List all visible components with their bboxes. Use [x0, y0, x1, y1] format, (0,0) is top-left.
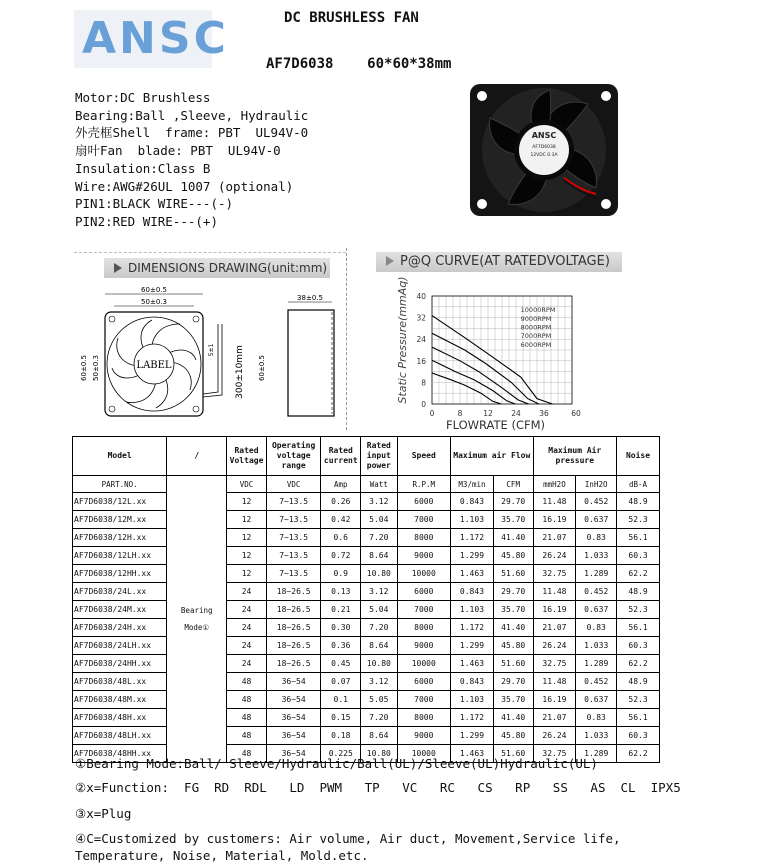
table-row [73, 583, 660, 601]
table-cell: 18~26.5 [266, 583, 321, 601]
part-number-cell: AF7D6038/48L.xx [73, 673, 167, 691]
table-cell: 16.19 [533, 511, 576, 529]
part-number-cell: AF7D6038/12LH.xx [73, 547, 167, 565]
section-divider [74, 252, 346, 253]
pq-y-tick: 32 [416, 313, 426, 323]
table-cell: 52.3 [617, 691, 660, 709]
table-cell: 45.80 [493, 637, 533, 655]
table-cell: 0.13 [321, 583, 361, 601]
table-cell: 0.21 [321, 601, 361, 619]
part-number-cell: AF7D6038/48LH.xx [73, 727, 167, 745]
table-cell: 0.07 [321, 673, 361, 691]
table-cell: 48 [227, 727, 267, 745]
header-voltage-range: Operating voltage range [266, 437, 321, 476]
photo-voltage: 12VDC 0.3A [530, 153, 558, 158]
table-row [73, 529, 660, 547]
table-cell: 26.24 [533, 637, 576, 655]
spec-blade: 扇叶Fan blade: PBT UL94V-0 [75, 143, 281, 159]
table-row [73, 511, 660, 529]
table-cell: 3.12 [361, 673, 397, 691]
table-cell: 9000 [397, 637, 451, 655]
spec-bearing: Bearing:Ball ,Sleeve, Hydraulic [75, 107, 309, 123]
table-cell: 1.463 [451, 745, 494, 763]
part-number-cell: AF7D6038/48HH.xx [73, 745, 167, 763]
part-number-cell: AF7D6038/24H.xx [73, 619, 167, 637]
header-model: Model [73, 437, 167, 476]
table-cell: 10000 [397, 745, 451, 763]
unit-cell: VDC [266, 476, 321, 493]
table-row [73, 493, 660, 511]
table-cell: 0.1 [321, 691, 361, 709]
model-line [266, 56, 451, 72]
table-cell: 1.033 [576, 637, 617, 655]
spec-table [72, 436, 660, 763]
part-number-cell: AF7D6038/12L.xx [73, 493, 167, 511]
table-cell: 0.83 [576, 619, 617, 637]
table-cell: 24 [227, 655, 267, 673]
pq-tick-labels [416, 292, 581, 418]
table-cell: 6000 [397, 673, 451, 691]
table-cell: 51.60 [493, 655, 533, 673]
table-cell: 0.18 [321, 727, 361, 745]
part-number-cell: AF7D6038/24HH.xx [73, 655, 167, 673]
spec-list [75, 89, 308, 231]
table-cell: 0.452 [576, 673, 617, 691]
table-cell: 52.3 [617, 601, 660, 619]
photo-brand: ANSC [531, 131, 557, 140]
table-cell: 0.6 [321, 529, 361, 547]
pq-series-label: 10000RPM [520, 306, 556, 315]
table-cell: 41.40 [493, 619, 533, 637]
dim-hole: 5±1 [208, 343, 215, 357]
table-cell: 0.843 [451, 583, 494, 601]
header-air-flow: Maximum air Flow [451, 437, 533, 476]
table-cell: 56.1 [617, 709, 660, 727]
part-number-cell: AF7D6038/48M.xx [73, 691, 167, 709]
table-cell: 48 [227, 673, 267, 691]
table-cell: 35.70 [493, 691, 533, 709]
table-cell: 3.12 [361, 493, 397, 511]
table-cell: 36~54 [266, 745, 321, 763]
dim-width-50: 50±0.3 [141, 298, 167, 306]
table-cell: 1.299 [451, 547, 494, 565]
pq-heading [376, 252, 622, 272]
pq-x-tick: 60 [571, 409, 581, 418]
table-cell: 62.2 [617, 655, 660, 673]
table-cell: 52.3 [617, 511, 660, 529]
table-row [73, 655, 660, 673]
pq-series-label: 9000RPM [520, 314, 552, 323]
table-cell: 16.19 [533, 601, 576, 619]
table-cell: 45.80 [493, 547, 533, 565]
part-number-cell: AF7D6038/48H.xx [73, 709, 167, 727]
table-row [73, 691, 660, 709]
table-cell: 26.24 [533, 727, 576, 745]
table-cell: 41.40 [493, 709, 533, 727]
unit-cell: Watt [361, 476, 397, 493]
note-function: ②x=Function: FG RD RDL LD PWM TP VC RC CS RP SS AS CL IPX5 [75, 780, 681, 795]
table-cell: 10000 [397, 565, 451, 583]
table-header-row [73, 437, 660, 476]
header-speed: Speed [397, 437, 451, 476]
part-number-cell: AF7D6038/12M.xx [73, 511, 167, 529]
table-cell: 16.19 [533, 691, 576, 709]
table-cell: 0.225 [321, 745, 361, 763]
spec-insulation: Insulation:Class B [75, 160, 211, 176]
table-cell: 0.83 [576, 529, 617, 547]
table-cell: 56.1 [617, 619, 660, 637]
part-number-cell: AF7D6038/12H.xx [73, 529, 167, 547]
triangle-icon [386, 256, 394, 266]
note-customized-cont: Temperature, Noise, Material, Mold.etc. [75, 848, 369, 863]
unit-cell: M3/min [451, 476, 494, 493]
spec-wire: Wire:AWG#26UL 1007 (optional) [75, 178, 294, 194]
unit-cell: R.P.M [397, 476, 451, 493]
pq-x-axis-label: FLOWRATE (CFM) [446, 418, 546, 432]
table-cell: 12 [227, 565, 267, 583]
pq-x-tick: 8 [457, 409, 463, 418]
table-row [73, 547, 660, 565]
header-input-power: Rated input power [361, 437, 397, 476]
table-cell: 7000 [397, 691, 451, 709]
table-cell: 1.289 [576, 655, 617, 673]
table-cell: 3.12 [361, 583, 397, 601]
table-cell: 0.45 [321, 655, 361, 673]
note-bearing-mode: ①Bearing Mode:Ball/ Sleeve/Hydraulic/Ball(UL)/Sleeve(UL)Hydraulic(UL) [75, 756, 598, 771]
pq-y-tick: 24 [416, 335, 426, 345]
table-cell: 12 [227, 493, 267, 511]
unit-cell: Amp [321, 476, 361, 493]
table-cell: 24 [227, 619, 267, 637]
table-cell: 10.80 [361, 745, 397, 763]
table-cell: 48 [227, 691, 267, 709]
table-cell: 5.05 [361, 691, 397, 709]
table-cell: 29.70 [493, 673, 533, 691]
table-cell: 18~26.5 [266, 619, 321, 637]
model-number: AF7D6038 [266, 56, 334, 72]
dimensions-drawing [76, 284, 338, 432]
table-cell: 1.463 [451, 565, 494, 583]
photo-model: AF7D6038 [532, 145, 556, 150]
table-cell: 5.04 [361, 601, 397, 619]
header-air-pressure: Maximum Air pressure [533, 437, 617, 476]
pq-series-label: 8000RPM [520, 323, 552, 332]
table-cell: 24 [227, 583, 267, 601]
dim-depth-38: 38±0.5 [297, 294, 323, 302]
table-cell: 48.9 [617, 583, 660, 601]
header-rated-current: Rated current [321, 437, 361, 476]
table-cell: 32.75 [533, 565, 576, 583]
table-cell: 0.452 [576, 493, 617, 511]
table-cell: 7.20 [361, 709, 397, 727]
label-text: LABEL [136, 360, 172, 371]
model-size: 60*60*38mm [367, 56, 452, 72]
table-cell: 11.48 [533, 493, 576, 511]
table-cell: 41.40 [493, 529, 533, 547]
table-cell: 5.04 [361, 511, 397, 529]
table-row [73, 565, 660, 583]
table-cell: 6000 [397, 493, 451, 511]
table-cell: 0.42 [321, 511, 361, 529]
table-cell: 48.9 [617, 673, 660, 691]
part-number-cell: AF7D6038/24L.xx [73, 583, 167, 601]
pq-y-tick: 16 [416, 356, 426, 366]
part-number-cell: AF7D6038/24M.xx [73, 601, 167, 619]
table-cell: 36~54 [266, 709, 321, 727]
table-cell: 1.463 [451, 655, 494, 673]
table-cell: 0.26 [321, 493, 361, 511]
table-cell: 0.637 [576, 691, 617, 709]
dimensions-heading [104, 258, 330, 278]
bearing-mode-cell: Bearing Mode① [167, 476, 227, 763]
page-title: DC BRUSHLESS FAN [284, 10, 419, 26]
table-cell: 21.07 [533, 619, 576, 637]
table-cell: 24 [227, 601, 267, 619]
table-cell: 1.172 [451, 529, 494, 547]
table-cell: 32.75 [533, 655, 576, 673]
table-cell: 35.70 [493, 601, 533, 619]
table-cell: 9000 [397, 547, 451, 565]
triangle-icon [114, 263, 122, 273]
unit-cell: mmH2O [533, 476, 576, 493]
spec-pin2: PIN2:RED WIRE---(+) [75, 213, 218, 229]
table-cell: 18~26.5 [266, 601, 321, 619]
spec-pin1: PIN1:BLACK WIRE---(-) [75, 196, 234, 212]
header-rated-voltage: Rated Voltage [227, 437, 267, 476]
table-cell: 45.80 [493, 727, 533, 745]
table-cell: 8000 [397, 529, 451, 547]
table-cell: 32.75 [533, 745, 576, 763]
table-cell: 8.64 [361, 637, 397, 655]
table-cell: 26.24 [533, 547, 576, 565]
table-cell: 0.452 [576, 583, 617, 601]
table-row [73, 637, 660, 655]
table-cell: 10.80 [361, 565, 397, 583]
table-cell: 0.15 [321, 709, 361, 727]
table-cell: 7.20 [361, 619, 397, 637]
dimensions-heading-text: DIMENSIONS DRAWING(unit:mm) [128, 261, 328, 275]
dim-wire-length: 300±10mm [235, 345, 245, 399]
table-cell: 10.80 [361, 655, 397, 673]
logo-text: ANSC [82, 13, 229, 64]
table-cell: 24 [227, 637, 267, 655]
table-cell: 1.299 [451, 637, 494, 655]
table-cell: 1.033 [576, 547, 617, 565]
table-cell: 18~26.5 [266, 637, 321, 655]
table-cell: 1.103 [451, 601, 494, 619]
table-cell: 7~13.5 [266, 529, 321, 547]
table-cell: 48.9 [617, 493, 660, 511]
table-cell: 62.2 [617, 745, 660, 763]
table-row [73, 673, 660, 691]
table-row [73, 709, 660, 727]
table-cell: 8000 [397, 709, 451, 727]
spec-motor: Motor:DC Brushless [75, 90, 211, 105]
table-cell: 8.64 [361, 727, 397, 745]
table-cell: 7~13.5 [266, 493, 321, 511]
brand-logo [74, 10, 229, 68]
unit-cell: dB-A [617, 476, 660, 493]
table-cell: 6000 [397, 583, 451, 601]
part-number-cell: AF7D6038/24LH.xx [73, 637, 167, 655]
unit-cell: VDC [227, 476, 267, 493]
table-cell: 11.48 [533, 673, 576, 691]
table-cell: 0.36 [321, 637, 361, 655]
table-cell: 0.30 [321, 619, 361, 637]
table-units-row [73, 476, 660, 493]
table-cell: 1.289 [576, 745, 617, 763]
pq-curve-chart [350, 276, 610, 434]
table-cell: 21.07 [533, 529, 576, 547]
table-row [73, 727, 660, 745]
table-cell: 29.70 [493, 583, 533, 601]
table-cell: 0.637 [576, 511, 617, 529]
pq-y-tick: 0 [421, 400, 426, 409]
table-cell: 18~26.5 [266, 655, 321, 673]
table-cell: 12 [227, 511, 267, 529]
table-cell: 60.3 [617, 547, 660, 565]
table-cell: 51.60 [493, 745, 533, 763]
pq-x-tick: 24 [511, 409, 521, 418]
header-noise: Noise [617, 437, 660, 476]
table-cell: 1.299 [451, 727, 494, 745]
table-cell: 0.843 [451, 673, 494, 691]
table-cell: 0.72 [321, 547, 361, 565]
table-row [73, 619, 660, 637]
table-cell: 51.60 [493, 565, 533, 583]
table-cell: 0.9 [321, 565, 361, 583]
table-cell: 7~13.5 [266, 547, 321, 565]
table-cell: 35.70 [493, 511, 533, 529]
table-cell: 29.70 [493, 493, 533, 511]
table-cell: 36~54 [266, 673, 321, 691]
dim-width-60: 60±0.5 [141, 286, 167, 294]
table-cell: 48 [227, 709, 267, 727]
dim-height-50: 50±0.3 [92, 355, 100, 381]
note-customized: ④C=Customized by customers: Air volume, Air duct, Movement,Service life, [75, 831, 621, 846]
pq-series-label: 7000RPM [520, 332, 552, 341]
table-cell: 60.3 [617, 727, 660, 745]
pq-x-tick: 0 [429, 409, 435, 418]
table-cell: 10000 [397, 655, 451, 673]
table-cell: 1.103 [451, 511, 494, 529]
table-cell: 8.64 [361, 547, 397, 565]
pq-series-line [432, 347, 529, 404]
spec-shell: 外壳框Shell frame: PBT UL94V-0 [75, 125, 309, 141]
pq-series-line [432, 373, 501, 404]
section-divider-vertical [346, 248, 347, 430]
table-cell: 60.3 [617, 637, 660, 655]
pq-heading-text: P@Q CURVE(AT RATEDVOLTAGE) [400, 254, 610, 269]
table-cell: 12 [227, 529, 267, 547]
table-cell: 1.033 [576, 727, 617, 745]
table-cell: 1.172 [451, 709, 494, 727]
fan-photo [468, 82, 620, 218]
unit-cell: CFM [493, 476, 533, 493]
table-cell: 1.172 [451, 619, 494, 637]
pq-x-tick: 12 [483, 409, 493, 418]
header-slash: / [167, 437, 227, 476]
pq-y-axis-label: Static Pressure(mmAq) [396, 276, 409, 404]
pq-x-tick: 36 [539, 409, 549, 418]
table-cell: 9000 [397, 727, 451, 745]
table-cell: 0.83 [576, 709, 617, 727]
part-number-cell: AF7D6038/12HH.xx [73, 565, 167, 583]
dim-side-height: 60±0.5 [258, 355, 266, 381]
pq-y-tick: 40 [416, 292, 426, 301]
unit-cell: PART.NO. [73, 476, 167, 493]
table-cell: 1.103 [451, 691, 494, 709]
table-cell: 7.20 [361, 529, 397, 547]
pq-series-line [432, 360, 515, 404]
table-cell: 56.1 [617, 529, 660, 547]
table-cell: 7~13.5 [266, 511, 321, 529]
table-cell: 11.48 [533, 583, 576, 601]
pq-y-tick: 8 [421, 378, 426, 388]
table-cell: 7~13.5 [266, 565, 321, 583]
table-row [73, 601, 660, 619]
table-cell: 36~54 [266, 727, 321, 745]
table-cell: 21.07 [533, 709, 576, 727]
table-cell: 48 [227, 745, 267, 763]
table-cell: 0.637 [576, 601, 617, 619]
table-cell: 36~54 [266, 691, 321, 709]
note-plug: ③x=Plug [75, 806, 132, 821]
unit-cell: InH2O [576, 476, 617, 493]
dim-height-60: 60±0.5 [80, 355, 88, 381]
table-cell: 8000 [397, 619, 451, 637]
table-cell: 1.289 [576, 565, 617, 583]
table-cell: 62.2 [617, 565, 660, 583]
table-cell: 0.843 [451, 493, 494, 511]
table-cell: 7000 [397, 511, 451, 529]
table-cell: 12 [227, 547, 267, 565]
table-cell: 7000 [397, 601, 451, 619]
pq-series-label: 6000RPM [520, 340, 552, 349]
